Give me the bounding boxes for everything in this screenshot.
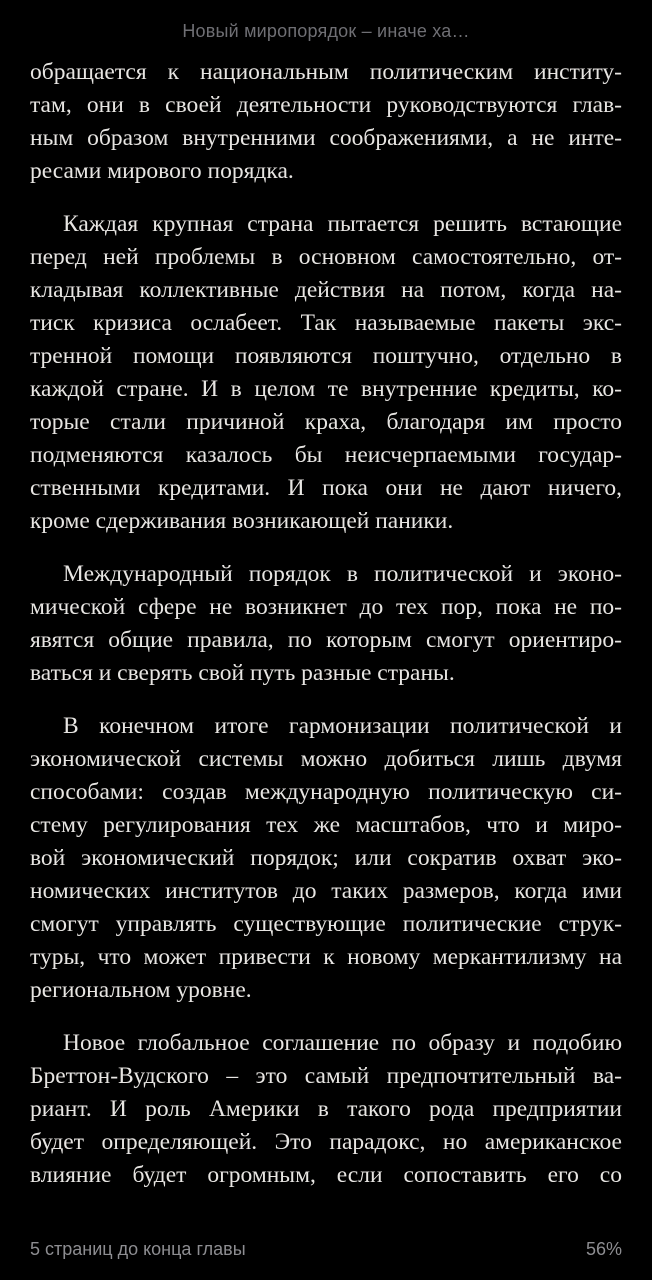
text-line: явятся общие правила, по которым смогут ориентиро- xyxy=(30,627,622,653)
text-line: смогут управлять существующие политические струк- xyxy=(30,911,622,937)
text-line: номических институтов до таких размеров, когда ими xyxy=(30,878,622,904)
text-line: ным образом внутренними соображениями, а не инте- xyxy=(30,125,622,151)
pages-remaining-label: 5 страниц до конца главы xyxy=(30,1239,246,1259)
paragraph xyxy=(30,208,622,538)
text-line: ственными кредитами. И пока они не дают ничего, xyxy=(30,475,622,501)
text-line: Новое глобальное соглашение по образу и подобию xyxy=(63,1030,622,1056)
text-line: риант. И роль Америки в такого рода предприятии xyxy=(30,1096,622,1122)
text-line: стему регулирования тех же масштабов, что и миро- xyxy=(30,812,622,838)
text-line: каждой стране. И в целом те внутренние кредиты, ко- xyxy=(30,376,622,402)
page-text-area[interactable] xyxy=(30,56,622,1212)
text-line: влияние будет огромным, если сопоставить его со xyxy=(30,1162,622,1188)
text-line: экономической системы можно добиться лишь двумя xyxy=(30,746,622,772)
text-line: кроме сдерживания возникающей паники. xyxy=(30,508,454,534)
text-line: Каждая крупная страна пытается решить встающие xyxy=(63,211,622,237)
text-line: будет определяющей. Это парадокс, но американское xyxy=(30,1129,622,1155)
text-line: тиск кризиса ослабеет. Так называемые пакеты экс- xyxy=(30,310,622,336)
progress-percent-label: 56% xyxy=(585,1239,622,1259)
text-line: мической сфере не возникнет до тех пор, пока не по- xyxy=(30,594,622,620)
text-line: перед ней проблемы в основном самостоятельно, от- xyxy=(30,244,622,270)
text-line: там, они в своей деятельности руководствуются глав- xyxy=(30,92,622,118)
text-line: обращается к национальным политическим институ- xyxy=(30,59,622,85)
reader-footer xyxy=(30,1239,622,1260)
chapter-title: Новый миропорядок – иначе ха… xyxy=(182,21,470,41)
text-line: Бреттон-Вудского – это самый предпочтительный ва- xyxy=(30,1063,622,1089)
text-line: торые стали причиной краха, благодаря им просто xyxy=(30,409,622,435)
chapter-title-header xyxy=(0,21,652,42)
paragraph xyxy=(30,56,622,188)
text-line: региональном уровне. xyxy=(30,977,252,1003)
text-line: Международный порядок в политической и эконо- xyxy=(63,561,622,587)
text-line: ваться и сверять свой путь разные страны. xyxy=(30,660,455,686)
paragraph xyxy=(30,558,622,690)
text-line: кладывая коллективные действия на потом, когда на- xyxy=(30,277,622,303)
text-line: туры, что может привести к новому меркантилизму на xyxy=(30,944,622,970)
text-line: тренной помощи появляются поштучно, отдельно в xyxy=(30,343,622,369)
text-line: подменяются казалось бы неисчерпаемыми государ- xyxy=(30,442,622,468)
text-line: вой экономический порядок; или сократив охват эко- xyxy=(30,845,622,871)
text-line: ресами мирового порядка. xyxy=(30,158,294,184)
paragraph xyxy=(30,1027,622,1192)
paragraph xyxy=(30,710,622,1007)
text-line: В конечном итоге гармонизации политической и xyxy=(63,713,622,739)
text-line: способами: создав международную политическую си- xyxy=(30,779,622,805)
